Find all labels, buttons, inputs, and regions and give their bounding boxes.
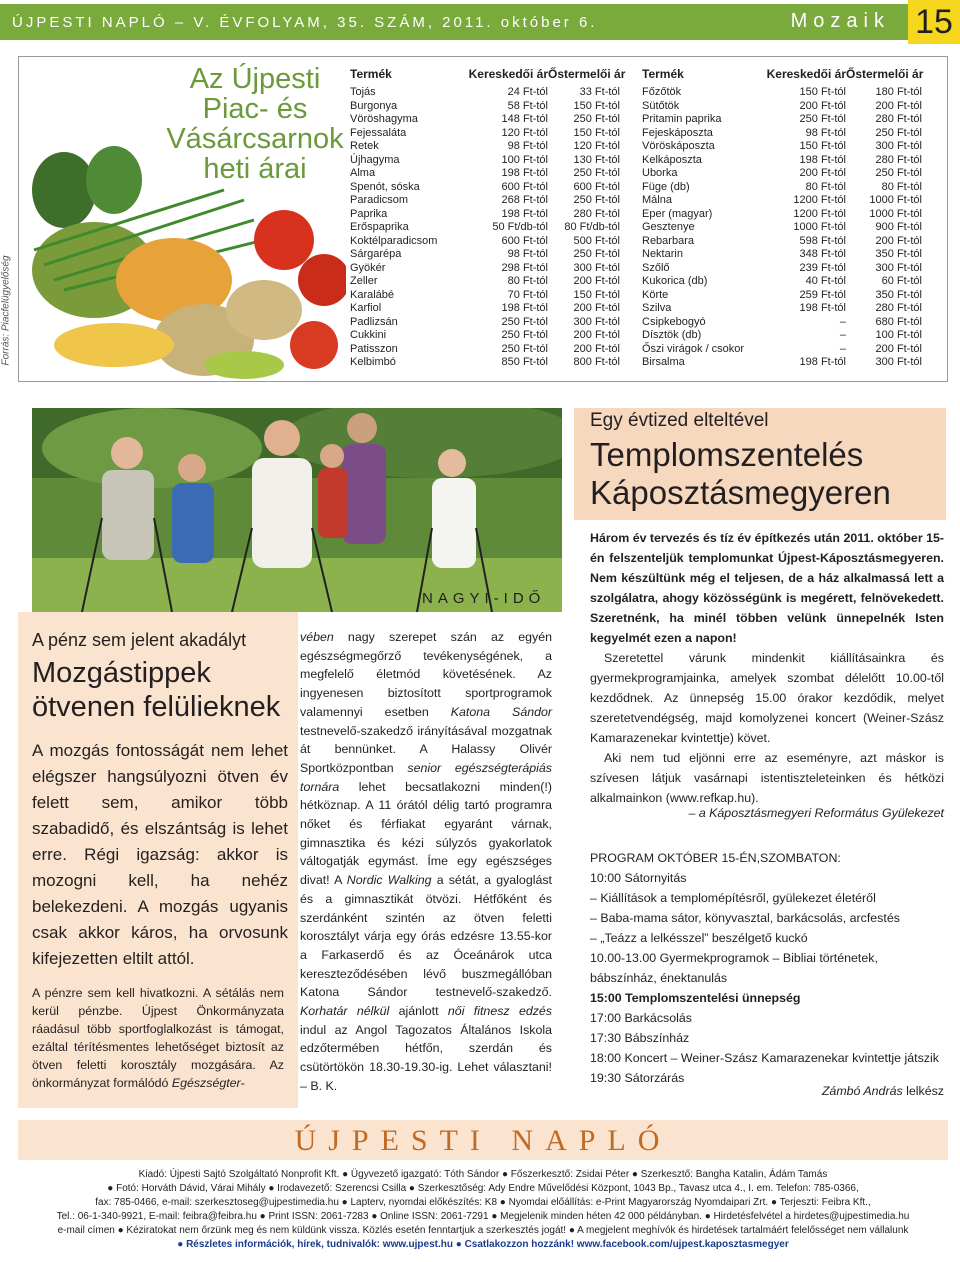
producer-price: 150 Ft-tól xyxy=(573,288,620,301)
imprint-line: fax: 785-0466, e-mail: szerkesztoseg@ujpestimedia.hu ● Lapterv, nyomdai előkészítés: K8 ● Nyomdai előállítás: e-Print Magyarország Nyomdaipari Zrt. ● Terjeszti: Feibra Kft., xyxy=(95,1197,871,1208)
producer-price: 80 Ft-tól xyxy=(881,180,922,193)
article2-author xyxy=(590,1084,944,1098)
table-row xyxy=(642,262,944,276)
product-name: Tojás xyxy=(350,86,376,98)
product-name: Cukkini xyxy=(350,329,387,341)
table-row xyxy=(642,167,944,181)
producer-price: 130 Ft-tól xyxy=(573,153,620,166)
retail-price: 198 Ft-tól xyxy=(799,356,846,368)
program-item: – Baba-mama sátor, könyvasztal, barkácsolás, arcfestés xyxy=(590,911,900,925)
product-name: Patisszon xyxy=(350,342,398,355)
table-row xyxy=(642,194,944,208)
program-title: PROGRAM OKTÓBER 15-ÉN,SZOMBATON: xyxy=(590,851,841,865)
masthead: ÚJPESTI NAPLÓ xyxy=(294,1124,672,1157)
imprint-line: ● Fotó: Horváth Dávid, Várai Mihály ● Irodavezető: Szerencsi Csilla ● Szerkesztőség: Ady Endre Művelődési Központ, 1043 Bp., Tavasz utca 4., I. em. Telefon: 785-0366, xyxy=(107,1183,859,1194)
producer-price: 600 Ft-tól xyxy=(573,180,620,193)
table-row xyxy=(350,194,640,208)
producer-price: 1000 Ft-tól xyxy=(869,207,922,220)
body-text: ajánlott xyxy=(389,1004,448,1019)
producer-price: 180 Ft-tól xyxy=(875,86,922,98)
producer-price: 250 Ft-tól xyxy=(875,126,922,139)
producer-price: 300 Ft-tól xyxy=(875,356,922,368)
table-row xyxy=(642,289,944,303)
page-number: 15 xyxy=(908,0,960,44)
retail-price: – xyxy=(839,329,846,341)
producer-price: 200 Ft-tól xyxy=(875,99,922,112)
program-item: 10:00 Sátornyitás xyxy=(590,871,687,885)
retail-price: 259 Ft-tól xyxy=(799,288,846,301)
product-name: Vöröskáposzta xyxy=(642,140,715,152)
product-name: Újhagyma xyxy=(350,153,400,166)
product-name: Kelkáposzta xyxy=(642,153,702,166)
table-row xyxy=(350,275,640,289)
body-text: a sétát, a gyaloglást és a gimnasztikát ötvözi. Hétfőként és szerdánként szintén az ötven feletti korosztályt várja egy órás edzésre 13.55-kor a Farkaserdő és az Óceánárok utca kereszteződésében lévő buszmegállóban Katona Sándor testnevelő-szakedző. xyxy=(300,873,552,1000)
product-name: Füge (db) xyxy=(642,180,690,193)
product-name: Dísztök (db) xyxy=(642,329,702,341)
product-name: Fejessaláta xyxy=(350,126,407,139)
retail-price: 100 Ft-tól xyxy=(501,153,548,166)
table-row xyxy=(642,356,944,370)
table-row xyxy=(350,127,640,141)
col-product: Termék xyxy=(642,67,684,81)
article1-body-col1 xyxy=(32,984,284,1092)
table-row xyxy=(350,113,640,127)
article1-body-col2 xyxy=(300,628,552,1096)
retail-price: 268 Ft-tól xyxy=(501,194,548,206)
producer-price: 280 Ft-tól xyxy=(875,302,922,314)
table-row xyxy=(642,235,944,249)
article1-subtitle: A pénz sem jelent akadályt xyxy=(32,630,247,650)
table-header xyxy=(350,68,640,86)
market-title-line: Vásárcsarnok xyxy=(166,123,344,155)
retail-price: 198 Ft-tól xyxy=(501,207,548,220)
producer-price: 200 Ft-tól xyxy=(573,302,620,314)
retail-price: 58 Ft-tól xyxy=(507,99,548,112)
table-row xyxy=(350,248,640,262)
product-name: Fejeskáposzta xyxy=(642,126,713,139)
producer-price: 200 Ft-tól xyxy=(875,234,922,247)
section-name: Mozaik xyxy=(790,10,890,32)
table-row xyxy=(350,140,640,154)
product-name: Karfiol xyxy=(350,302,382,314)
product-name: Nektarin xyxy=(642,248,683,260)
body-text: testnevelő-szakedző irányításával mozgatnak át bennünket. A Halassy Olivér Sportközpontban xyxy=(300,723,552,775)
retail-price: 600 Ft-tól xyxy=(501,180,548,193)
imprint-line: Kiadó: Újpesti Sajtó Szolgáltató Nonprofit Kft. ● Ügyvezető igazgató: Tóth Sándor ● Főszerkesztő: Zsidai Péter ● Szerkesztő: Bangha Katalin, Ádám Tamás xyxy=(138,1169,828,1180)
producer-price: 250 Ft-tól xyxy=(573,248,620,260)
table-row xyxy=(350,262,640,276)
product-name: Körte xyxy=(642,288,669,301)
retail-price: 98 Ft-tól xyxy=(507,248,548,260)
producer-price: 250 Ft-tól xyxy=(573,113,620,125)
issue-info: ÚJPESTI NAPLÓ – V. ÉVFOLYAM, 35. SZÁM, 2011. október 6. xyxy=(12,14,598,31)
table-row xyxy=(642,140,944,154)
program-item: 17:00 Barkácsolás xyxy=(590,1011,692,1025)
producer-price: 150 Ft-tól xyxy=(573,99,620,112)
program-item: 15:00 Templomszentelési ünnepség xyxy=(590,991,801,1005)
body-italic: Nordic Walking xyxy=(346,873,432,888)
table-row xyxy=(350,302,640,316)
table-row xyxy=(642,154,944,168)
program-item: 17:30 Bábszínház xyxy=(590,1031,690,1045)
producer-price: 200 Ft-tól xyxy=(875,342,922,355)
program-item: – Kiállítások a templomépítésről, gyülekezet életéről xyxy=(590,891,876,905)
table-row xyxy=(642,248,944,262)
retail-price: 80 Ft-tól xyxy=(805,180,846,193)
producer-price: 500 Ft-tól xyxy=(573,234,620,247)
table-row xyxy=(642,208,944,222)
product-name: Málna xyxy=(642,194,672,206)
retail-price: 200 Ft-tól xyxy=(799,99,846,112)
table-row xyxy=(642,329,944,343)
nordic-walking-photo xyxy=(32,408,562,612)
table-row xyxy=(642,221,944,235)
product-name: Uborka xyxy=(642,167,678,179)
retail-price: 850 Ft-tól xyxy=(501,356,548,368)
product-name: Eper (magyar) xyxy=(642,207,713,220)
table-row xyxy=(350,167,640,181)
retail-price: 24 Ft-tól xyxy=(507,86,548,98)
retail-price: 198 Ft-tól xyxy=(501,302,548,314)
retail-price: 70 Ft-tól xyxy=(507,288,548,301)
col-retail: Kereskedői ár xyxy=(468,67,548,81)
producer-price: 680 Ft-tól xyxy=(875,315,922,328)
program-list xyxy=(590,848,944,1088)
producer-price: 280 Ft-tól xyxy=(573,207,620,220)
retail-price: 348 Ft-tól xyxy=(799,248,846,260)
retail-price: – xyxy=(839,342,846,355)
article1-title: Mozgástippek ötvenen felülieknek xyxy=(32,657,281,723)
product-name: Gyökér xyxy=(350,261,386,274)
table-row xyxy=(642,100,944,114)
table-row xyxy=(350,154,640,168)
table-row xyxy=(642,343,944,357)
retail-price: 198 Ft-tól xyxy=(799,153,846,166)
table-body xyxy=(642,86,944,370)
table-row xyxy=(642,181,944,195)
body-text: A pénzre sem kell hivatkozni. A sétálás nem kerül pénzbe. Újpest Önkormányzata ráadásul több sportfoglalkozást is támogat, ezáltal térítésmentes lehetőséget biztosít az ötven feletti korosztály mozgására. Az önkormányzat formálódó xyxy=(32,986,284,1090)
producer-price: 800 Ft-tól xyxy=(573,356,620,368)
program-item: 19:30 Sátorzárás xyxy=(590,1071,685,1085)
page-header xyxy=(0,0,960,44)
table-row xyxy=(350,289,640,303)
program-item: 10.00-13.00 Gyermekprogramok – Bibliai történetek, bábszínház, énektanulás xyxy=(590,951,878,985)
table-row xyxy=(350,329,640,343)
col-producer: Őstermelői ár xyxy=(548,67,626,81)
table-row xyxy=(350,235,640,249)
market-title-line: Az Újpesti xyxy=(189,63,321,95)
retail-price: 40 Ft-tól xyxy=(805,275,846,287)
product-name: Szilva xyxy=(642,302,672,314)
producer-price: 33 Ft-tól xyxy=(579,86,620,98)
table-row xyxy=(350,208,640,222)
table-row xyxy=(350,343,640,357)
product-name: Retek xyxy=(350,140,379,152)
article2-lead: Három év tervezés és tíz év építkezés után 2011. október 15-én felszenteljük templomunkat Újpest-Káposztásmegyeren. Nem készültünk még el teljesen, de a ház alkalmassá lett a szolgálatra, ahogy közösségünk is megérett, felnövekedett. Szeretnénk, ha minél többen velünk ünnepelnék Isten kegyelmét ezen a napon! xyxy=(590,531,944,645)
article2-subtitle: Egy évtized elteltével xyxy=(590,410,769,431)
product-name: Sütőtök xyxy=(642,99,680,112)
product-name: Pritamin paprika xyxy=(642,113,722,125)
product-name: Birsalma xyxy=(642,356,685,368)
product-name: Erőspaprika xyxy=(350,221,409,233)
product-name: Padlizsán xyxy=(350,315,398,328)
body-italic: vében xyxy=(300,630,334,644)
product-name: Szőlő xyxy=(642,261,670,274)
product-name: Karalábé xyxy=(350,288,395,301)
market-title-line: heti árai xyxy=(203,153,307,185)
article1-lead: A mozgás fontosságát nem lehet elégszer hangsúlyozni ötven év felett sem, amikor több szabadidő, és elszántság is lehet erre. Régi igazság: akkor is mozogni kell, ha nehéz belekezdeni. A mozgás ugyanis csak akkor káros, ha orvosunk kifejezetten eltilt attól. xyxy=(32,741,288,968)
table-row xyxy=(350,86,640,100)
retail-price: 200 Ft-tól xyxy=(799,167,846,179)
program-item: – „Teázz a lelkésszel” beszélgető kuckó xyxy=(590,931,808,945)
retail-price: 1200 Ft-tól xyxy=(793,194,846,206)
body-italic: női fitnesz edzés xyxy=(447,1004,553,1019)
retail-price: 250 Ft-tól xyxy=(501,329,548,341)
product-name: Őszi virágok / csokor xyxy=(642,342,745,355)
product-name: Rebarbara xyxy=(642,234,694,247)
retail-price: 148 Ft-tól xyxy=(501,113,548,125)
producer-price: 350 Ft-tól xyxy=(875,248,922,260)
article2-signature: – a Káposztásmegyeri Református Gyülekezet xyxy=(688,806,944,820)
price-table-right xyxy=(642,68,944,370)
retail-price: 250 Ft-tól xyxy=(799,113,846,125)
table-row xyxy=(350,316,640,330)
retail-price: 198 Ft-tól xyxy=(501,167,548,179)
table-row xyxy=(350,356,640,370)
program-item: 18:00 Koncert – Weiner-Szász Kamarazenekar kvintettje játszik xyxy=(590,1051,939,1065)
program-items xyxy=(590,868,944,1088)
col-producer: Őstermelői ár xyxy=(846,67,924,81)
body-text: nagy szerepet szán az egyén egészségmegőrző tevékenységének, a megfelelő életmód követésének. Az ingyenesen biztosított sportprogramok valamennyi esetben xyxy=(300,630,552,719)
retail-price: 150 Ft-tól xyxy=(799,140,846,152)
producer-price: 100 Ft-tól xyxy=(875,329,922,341)
producer-price: 300 Ft-tól xyxy=(573,315,620,328)
product-name: Spenót, sóska xyxy=(350,180,420,193)
table-row xyxy=(642,113,944,127)
table-row xyxy=(642,316,944,330)
retail-price: 1200 Ft-tól xyxy=(793,207,846,220)
body-text: lehet becsatlakozni minden(!) hétköznap. A 11 órától délig tartó programra nőket és férfiakat egyaránt várnak, gimnasztika és kézi súlyzós gyakorlatok váltogatják egymást. Íme egy egészséges divat! A xyxy=(300,779,552,888)
producer-price: 60 Ft-tól xyxy=(881,275,922,287)
producer-price: 300 Ft-tól xyxy=(573,261,620,274)
product-name: Csipkebogyó xyxy=(642,315,706,328)
body-italic: Korhatár nélkül xyxy=(300,1004,390,1019)
imprint-line: Tel.: 06-1-340-9921, E-mail: feibra@feibra.hu ● Print ISSN: 2061-7283 ● Online ISSN: 2061-7291 ● Megjelenik minden héten 42 000 példányban. ● Hirdetésfelvétel a hirdetes@ujpestimedia.hu xyxy=(56,1211,910,1222)
imprint-line: e-mail címen ● Kéziratokat nem őrzünk meg és nem küldünk vissza. Közlés esetén fenntartjuk a szerkesztés jogát! ● A megjelent meghívók és hirdetések tartalmáért felelősséget nem vállalunk xyxy=(57,1225,909,1236)
retail-price: – xyxy=(839,315,846,328)
market-title xyxy=(160,64,350,184)
producer-price: 350 Ft-tól xyxy=(875,288,922,301)
producer-price: 120 Ft-tól xyxy=(573,140,620,152)
imprint-lines xyxy=(18,1168,948,1252)
product-name: Főzőtök xyxy=(642,86,682,98)
retail-price: 600 Ft-tól xyxy=(501,234,548,247)
producer-price: 250 Ft-tól xyxy=(573,167,620,179)
retail-price: 1000 Ft-tól xyxy=(793,221,846,233)
product-name: Vöröshagyma xyxy=(350,113,418,125)
producer-price: 200 Ft-tól xyxy=(573,342,620,355)
producer-price: 280 Ft-tól xyxy=(875,113,922,125)
producer-price: 900 Ft-tól xyxy=(875,221,922,233)
source-note: Forrás: Piacfelügyelőség xyxy=(0,255,12,366)
producer-price: 300 Ft-tól xyxy=(875,140,922,152)
retail-price: 50 Ft/db-tól xyxy=(492,221,548,233)
retail-price: 598 Ft-tól xyxy=(799,234,846,247)
producer-price: 300 Ft-tól xyxy=(875,261,922,274)
paragraph: Aki nem tud eljönni erre az eseményre, azt máskor is szívesen látjuk vasárnapi istentiszteleteinken és hétközi alkalmainkon (www.refkap.hu). xyxy=(590,751,944,805)
photo-image xyxy=(32,408,562,612)
table-row xyxy=(350,221,640,235)
table-row xyxy=(350,181,640,195)
producer-price: 1000 Ft-tól xyxy=(869,194,922,206)
article2-body xyxy=(590,648,944,808)
paragraph: Szeretettel várunk mindenkit kiállításainkra és gyermekprogramjainka, amelyek szombat délelőtt 10.00-től kezdődnek. Az ünnepség 15.00 órakor kezdődik, melyet szeretetvendégség, majd komolyzenei koncert (Weiner-Szász Kamarazenekar kvintettje) követ. xyxy=(590,651,944,745)
retail-price: 98 Ft-tól xyxy=(805,126,846,139)
table-row xyxy=(642,302,944,316)
table-row xyxy=(642,275,944,289)
table-row xyxy=(642,86,944,100)
product-name: Sárgarépa xyxy=(350,248,402,260)
product-name: Gesztenye xyxy=(642,221,695,233)
body-italic: senior egészségterápiás tornára xyxy=(300,760,552,794)
producer-price: 80 Ft/db-tól xyxy=(564,221,620,233)
body-italic: Katona Sándor xyxy=(450,704,553,719)
author-role: lelkész xyxy=(902,1084,944,1098)
table-row xyxy=(642,127,944,141)
retail-price: 80 Ft-tól xyxy=(507,275,548,287)
table-body xyxy=(350,86,640,370)
column-label: NAGYI-IDŐ xyxy=(422,590,546,607)
product-name: Zeller xyxy=(350,275,378,287)
price-table-left xyxy=(350,68,640,370)
title-line: Káposztásmegyeren xyxy=(590,474,891,511)
title-line: Templomszentelés xyxy=(590,436,864,473)
producer-price: 150 Ft-tól xyxy=(573,126,620,139)
retail-price: 120 Ft-tól xyxy=(501,126,548,139)
retail-price: 250 Ft-tól xyxy=(501,342,548,355)
producer-price: 200 Ft-tól xyxy=(573,275,620,287)
body-text: indul az Angol Tagozatos Általános Iskola edzőtermében hétfőn, szerdán és csütörtökön 18.30-19.30-ig. Lehet választani! – B. K. xyxy=(300,1022,552,1093)
product-name: Koktélparadicsom xyxy=(350,234,438,247)
retail-price: 98 Ft-tól xyxy=(507,140,548,152)
retail-price: 198 Ft-tól xyxy=(799,302,846,314)
product-name: Paradicsom xyxy=(350,194,409,206)
product-name: Paprika xyxy=(350,207,388,220)
col-retail: Kereskedői ár xyxy=(766,67,846,81)
imprint-footer xyxy=(18,1120,948,1260)
product-name: Kukorica (db) xyxy=(642,275,708,287)
producer-price: 250 Ft-tól xyxy=(875,167,922,179)
producer-price: 200 Ft-tól xyxy=(573,329,620,341)
author-name: Zámbó András xyxy=(821,1084,903,1098)
col-product: Termék xyxy=(350,67,392,81)
producer-price: 250 Ft-tól xyxy=(573,194,620,206)
retail-price: 250 Ft-tól xyxy=(501,315,548,328)
product-name: Kelbimbó xyxy=(350,356,396,368)
body-italic: Egészségter- xyxy=(171,1076,245,1090)
product-name: Burgonya xyxy=(350,99,398,112)
product-name: Alma xyxy=(350,167,376,179)
table-row xyxy=(350,100,640,114)
market-title-line: Piac- és xyxy=(202,93,308,125)
table-header xyxy=(642,68,944,86)
retail-price: 239 Ft-tól xyxy=(799,261,846,274)
retail-price: 298 Ft-tól xyxy=(501,261,548,274)
imprint-links: ● Részletes információk, hírek, tudnivalók: www.ujpest.hu ● Csatlakozzon hozzánk! www.facebook.com/ujpest.kaposztasmegyer xyxy=(177,1239,789,1250)
article2-title xyxy=(590,436,891,512)
retail-price: 150 Ft-tól xyxy=(799,86,846,98)
producer-price: 280 Ft-tól xyxy=(875,153,922,166)
